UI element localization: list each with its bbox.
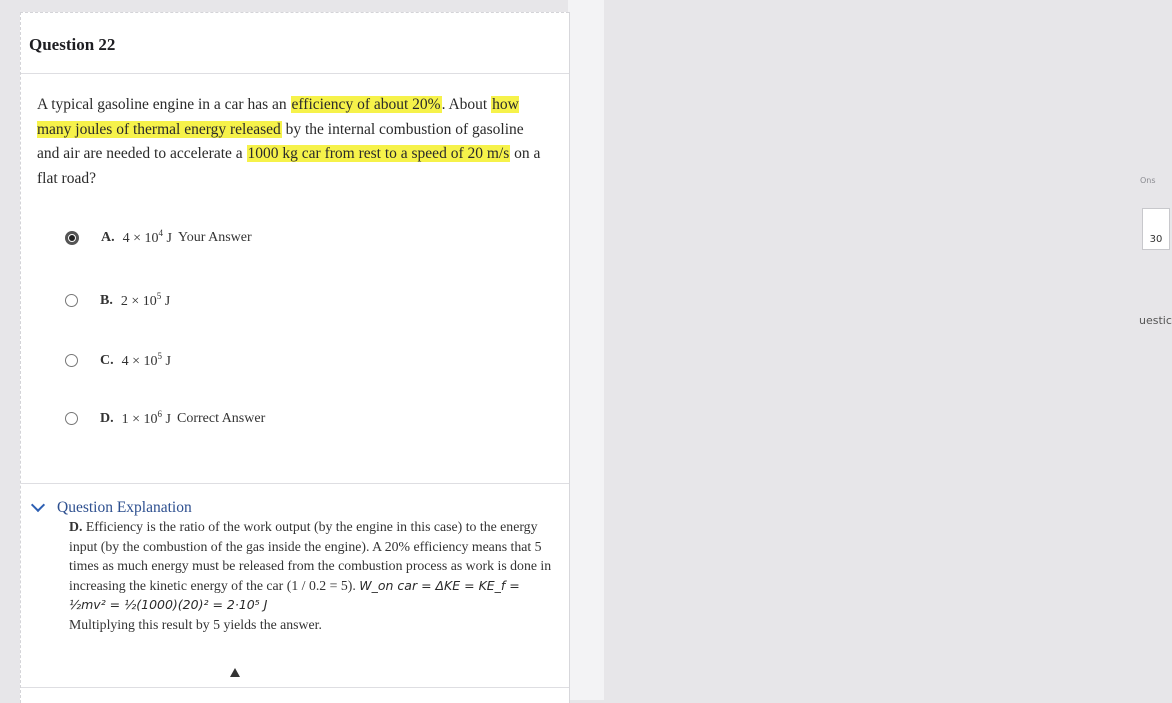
option-b[interactable] (65, 291, 170, 310)
partial-question-label: uestic (1139, 314, 1172, 327)
question-card (20, 12, 569, 703)
option-letter: D. (100, 410, 114, 426)
stem-text: . About (441, 96, 492, 113)
option-c[interactable] (65, 351, 171, 370)
divider (21, 687, 569, 688)
option-letter: A. (101, 229, 115, 245)
option-letter: C. (100, 352, 114, 368)
question-stem (37, 93, 545, 191)
adjacent-panel (568, 0, 1172, 700)
radio-icon[interactable] (65, 412, 78, 425)
explanation-text: Efficiency is the ratio of the work output (by the engine in this case) to the energy input (by the combustion of the gas inside the engine). A 20% efficiency means that 5 times as much energy must be released from the combustion process as work is done in increasing the kinetic energy of the car (1 / 0.2 = 5). (69, 519, 552, 593)
mouse-cursor-icon (230, 668, 240, 677)
option-d[interactable] (65, 409, 265, 428)
question-title: Question 22 (29, 35, 116, 54)
explanation-heading: Question Explanation (57, 499, 192, 516)
explanation-equation: W_on car = ΔKE = KE_f = ½mv² = ½(1000)(20)² = 2·10⁵ J (69, 577, 520, 612)
chevron-down-icon (31, 498, 45, 512)
radio-icon[interactable] (65, 294, 78, 307)
correct-answer-tag: Correct Answer (176, 410, 266, 426)
stem-highlight: how many joules of thermal energy released (37, 96, 519, 138)
option-value: $4 \times 10^5$ J (121, 351, 171, 369)
stem-highlight: 1000 kg car from rest to a speed of 20 m/s (247, 145, 510, 162)
question-number-box[interactable]: 30 (1142, 208, 1170, 250)
stem-highlight: efficiency of about 20% (291, 96, 441, 113)
explanation-closing: Multiplying this result by 5 yields the answer. (69, 616, 322, 632)
stem-text: by the internal combustion of gasoline and air are needed to accelerate a (37, 120, 524, 162)
radio-icon[interactable] (65, 354, 78, 367)
explanation-letter: D. (69, 519, 83, 534)
divider (21, 483, 569, 484)
option-a[interactable] (65, 228, 252, 247)
divider (21, 73, 569, 74)
your-answer-tag: Your Answer (177, 229, 252, 245)
option-value: $4 \times 10^4$ J (122, 228, 172, 246)
stem-text: on a flat road? (37, 145, 541, 187)
option-value: $1 \times 10^6$ J (121, 409, 171, 427)
partial-text: Ons (1140, 176, 1156, 185)
stem-text: A typical gasoline engine in a car has an (37, 96, 291, 113)
explanation-body (69, 517, 553, 634)
option-value: $2 \times 10^5$ J (120, 291, 171, 309)
option-letter: B. (100, 292, 113, 308)
radio-selected-icon[interactable] (65, 231, 79, 245)
explanation-toggle[interactable] (29, 499, 192, 517)
